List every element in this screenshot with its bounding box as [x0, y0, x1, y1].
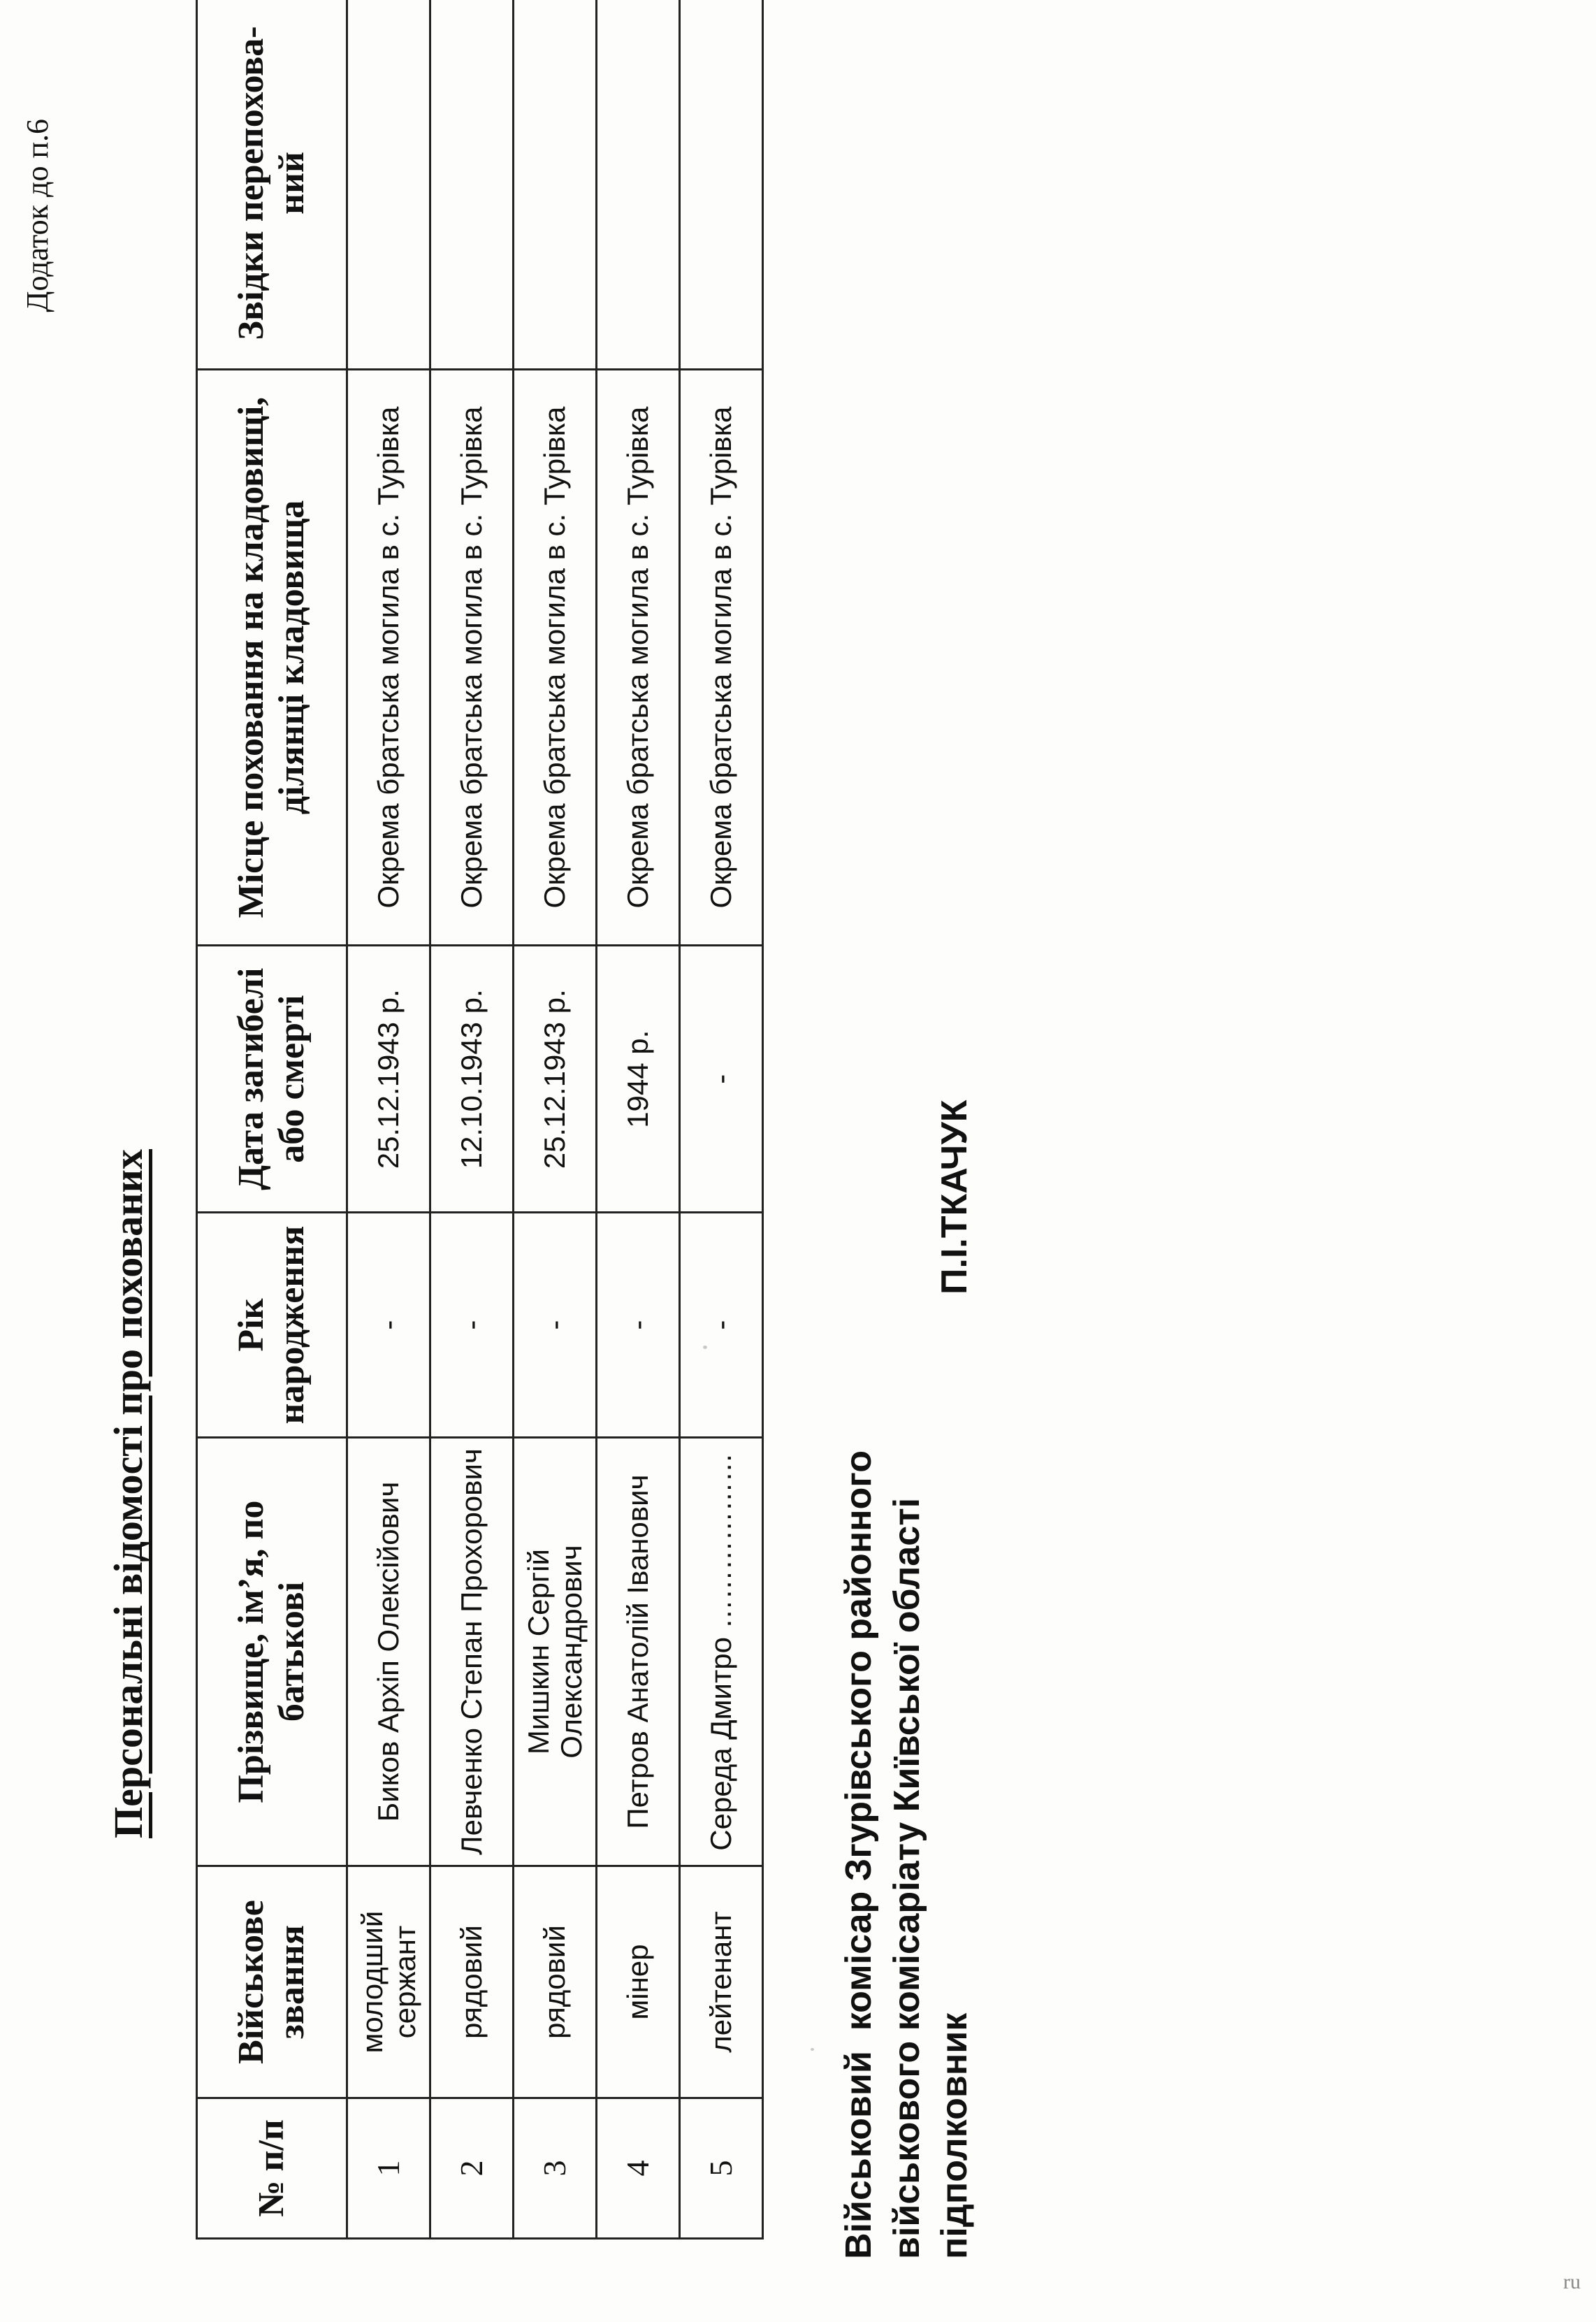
table-header-row [197, 0, 347, 2239]
header-number: № п/п [197, 2098, 347, 2238]
cell-rank: рядовий [430, 1866, 514, 2098]
table-row [597, 0, 680, 2239]
cell-birth-year: - [597, 1213, 680, 1438]
table-row [430, 0, 514, 2239]
scan-speck [703, 1346, 707, 1349]
header-reburied-from: Звідки перепохова-ний [197, 0, 347, 369]
burials-table [196, 0, 764, 2240]
signature-block [835, 1099, 979, 2259]
cell-death-date: - [680, 946, 763, 1213]
header-birth-year: Рік народження [197, 1213, 347, 1438]
cell-birth-year: - [680, 1213, 763, 1438]
header-burial-place: Місце поховання на кладовищі, ділянці кладовища [197, 369, 347, 945]
cell-death-date: 25.12.1943 р. [514, 946, 597, 1213]
cell-number: 1 [347, 2098, 430, 2238]
cell-rank: молодший сержант [347, 1866, 430, 2098]
cell-full-name: Петров Анатолій Іванович [597, 1437, 680, 1866]
cell-burial-place: Окрема братська могила в с. Турівка [514, 369, 597, 945]
cell-number: 5 [680, 2098, 763, 2238]
cell-burial-place: Окрема братська могила в с. Турівка [597, 369, 680, 945]
cell-burial-place: Окрема братська могила в с. Турівка [347, 369, 430, 945]
cell-rank: рядовий [514, 1866, 597, 2098]
header-rank: Військове звання [197, 1866, 347, 2098]
cell-reburied-from [430, 0, 514, 369]
signature-position-line2: військового комісаріату Київської області [886, 1497, 927, 2259]
cell-full-name: Левченко Степан Прохорович [430, 1437, 514, 1866]
cell-number: 2 [430, 2098, 514, 2238]
scan-speck [811, 2048, 814, 2051]
cell-number: 3 [514, 2098, 597, 2238]
cell-full-name: Мишкин Сергій Олександрович [514, 1437, 597, 1866]
cell-rank: мінер [597, 1866, 680, 2098]
cell-birth-year: - [347, 1213, 430, 1438]
cell-rank: лейтенант [680, 1866, 763, 2098]
signatory-name: П.І.ТКАЧУК [934, 1099, 975, 1295]
signature-position-line1: Військовий комісар Згурівського районного [839, 1450, 879, 2259]
cell-death-date: 12.10.1943 р. [430, 946, 514, 1213]
header-full-name: Прізвище, ім’я, по батькові [197, 1437, 347, 1866]
table-row [514, 0, 597, 2239]
appendix-label: Додаток до п.6 [20, 119, 55, 312]
cell-death-date: 1944 р. [597, 946, 680, 1213]
cell-burial-place: Окрема братська могила в с. Турівка [680, 369, 763, 945]
cell-full-name: Биков Архіп Олексійович [347, 1437, 430, 1866]
cell-birth-year: - [514, 1213, 597, 1438]
cell-reburied-from [514, 0, 597, 369]
table-row [680, 0, 763, 2239]
cell-full-name: Середа Дмитро ……………… [680, 1437, 763, 1866]
cell-number: 4 [597, 2098, 680, 2238]
corner-mark: ru [1563, 2270, 1581, 2293]
cell-birth-year: - [430, 1213, 514, 1438]
signature-rank: підполковник [934, 2012, 975, 2259]
document-title: Персональні відомості про похованих [106, 1149, 151, 1838]
cell-reburied-from [680, 0, 763, 369]
table-row [347, 0, 430, 2239]
cell-burial-place: Окрема братська могила в с. Турівка [430, 369, 514, 945]
cell-reburied-from [347, 0, 430, 369]
header-death-date: Дата загибелі або смерті [197, 946, 347, 1213]
cell-reburied-from [597, 0, 680, 369]
cell-death-date: 25.12.1943 р. [347, 946, 430, 1213]
